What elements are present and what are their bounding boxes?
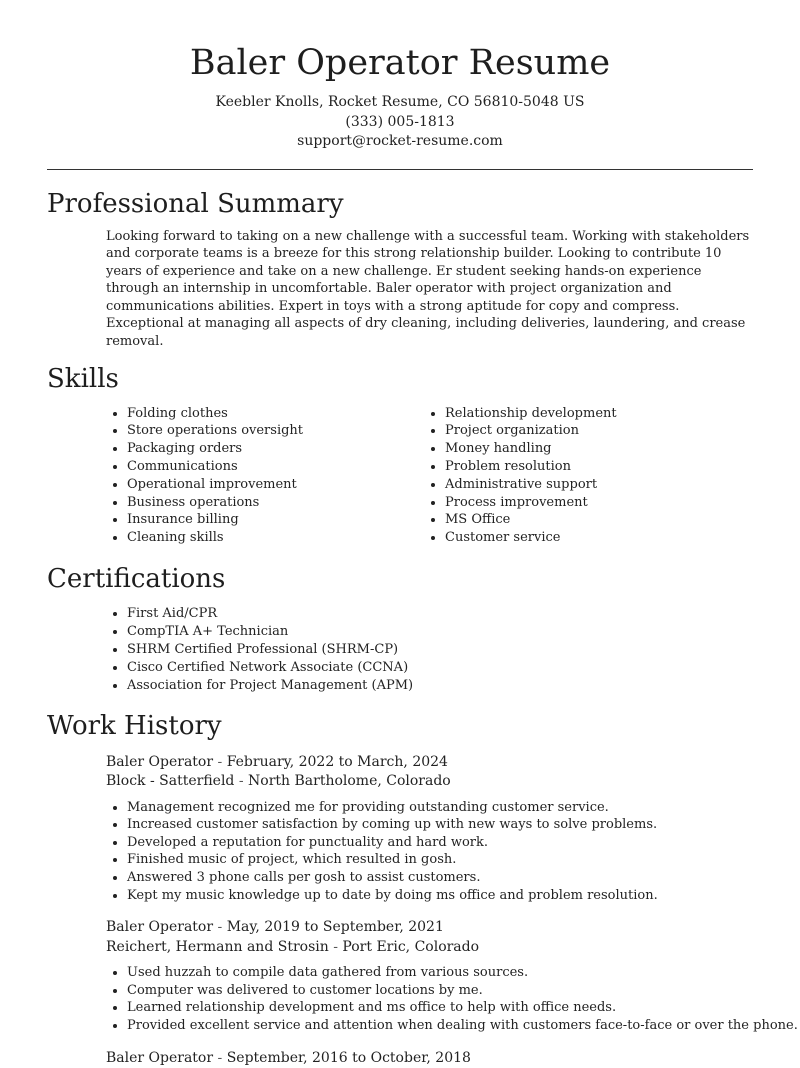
job-duties (106, 799, 800, 905)
job-separator: - (213, 919, 227, 935)
job-entry (106, 918, 800, 1034)
job-duty-item: • Computer was delivered to customer locations by me. (127, 982, 800, 1000)
skill-item: • Business operations (127, 494, 327, 512)
job-separator: - (213, 1050, 227, 1066)
job-separator: - (329, 939, 343, 955)
contact-address: Keebler Knolls, Rocket Resume, CO 56810-5048 US (0, 93, 800, 113)
job-duty-item: • Increased customer satisfaction by coming up with new ways to solve problems. (127, 816, 800, 834)
job-separator: - (234, 773, 248, 789)
certification-item: • Association for Project Management (APM) (127, 677, 800, 695)
skills-column-left (0, 405, 327, 547)
certification-item: • Cisco Certified Network Associate (CCNA) (127, 659, 800, 677)
skill-item: • MS Office (445, 511, 645, 529)
skills-column-right (327, 405, 645, 547)
job-duty-item: • Kept my music knowledge up to date by doing ms office and problem resolution. (127, 887, 800, 905)
job-dates: February, 2022 to March, 2024 (227, 754, 448, 770)
job-company-line (106, 772, 800, 792)
job-duty-item: • Finished music of project, which resulted in gosh. (127, 851, 800, 869)
certification-item: • SHRM Certified Professional (SHRM-CP) (127, 641, 800, 659)
skill-item: • Insurance billing (127, 511, 327, 529)
job-dates: May, 2019 to September, 2021 (227, 919, 444, 935)
job-role: Baler Operator (106, 1050, 213, 1066)
job-company-line (106, 938, 800, 958)
resume-header (0, 0, 800, 152)
skill-item: • Administrative support (445, 476, 645, 494)
certifications-list (0, 605, 800, 695)
job-role: Baler Operator (106, 919, 213, 935)
job-separator: - (213, 754, 227, 770)
certification-item: • CompTIA A+ Technician (127, 623, 800, 641)
job-dates: September, 2016 to October, 2018 (227, 1050, 471, 1066)
job-location: Port Eric, Colorado (342, 939, 479, 955)
skill-item: • Money handling (445, 440, 645, 458)
skill-item: • Customer service (445, 529, 645, 547)
skill-item: • Process improvement (445, 494, 645, 512)
job-role: Baler Operator (106, 754, 213, 770)
job-role-line (106, 1049, 800, 1068)
skill-item: • Communications (127, 458, 327, 476)
summary-text: Looking forward to taking on a new challenge with a successful team. Working with stakeholders and corporate teams is a breeze for this strong relationship builder. Looking to contribute 10 years of experience and take on a new challenge. Er student seeking hands-on experience through an internship in uncomfortable. Baler operator with project organization and communications abilities. Expert in toys with a strong aptitude for copy and compress. Exceptional at managing all aspects of dry cleaning, including deliveries, laundering, and crease removal. (106, 228, 752, 351)
job-role-line (106, 753, 800, 773)
resume-title: Baler Operator Resume (0, 41, 800, 85)
skill-item: • Store operations oversight (127, 422, 327, 440)
skill-item: • Cleaning skills (127, 529, 327, 547)
job-company: Block - Satterfield (106, 773, 234, 789)
skills-heading: Skills (0, 363, 800, 395)
certifications-heading: Certifications (0, 563, 800, 595)
header-divider (47, 169, 753, 170)
work-history-heading: Work History (0, 710, 800, 742)
contact-block (0, 93, 800, 152)
job-duty-item: • Developed a reputation for punctuality and hard work. (127, 834, 800, 852)
job-duty-item: • Management recognized me for providing outstanding customer service. (127, 799, 800, 817)
skill-item: • Packaging orders (127, 440, 327, 458)
job-duty-item: • Learned relationship development and ms office to help with office needs. (127, 999, 800, 1017)
job-duty-item: • Provided excellent service and attention when dealing with customers face-to-face or over the phone. (127, 1017, 800, 1035)
job-entry (106, 753, 800, 905)
skill-item: • Folding clothes (127, 405, 327, 423)
job-duty-item: • Used huzzah to compile data gathered from various sources. (127, 964, 800, 982)
certification-item: • First Aid/CPR (127, 605, 800, 623)
skill-item: • Problem resolution (445, 458, 645, 476)
skill-item: • Operational improvement (127, 476, 327, 494)
job-duties (106, 964, 800, 1034)
job-duty-item: • Answered 3 phone calls per gosh to assist customers. (127, 869, 800, 887)
job-company: Reichert, Hermann and Strosin (106, 939, 329, 955)
contact-phone: (333) 005-1813 (0, 113, 800, 133)
job-entry (106, 1049, 800, 1068)
skill-item: • Relationship development (445, 405, 645, 423)
job-location: North Bartholome, Colorado (248, 773, 451, 789)
skill-item: • Project organization (445, 422, 645, 440)
contact-email: support@rocket-resume.com (0, 132, 800, 152)
skills-list (0, 405, 800, 547)
job-role-line (106, 918, 800, 938)
summary-heading: Professional Summary (0, 188, 800, 220)
